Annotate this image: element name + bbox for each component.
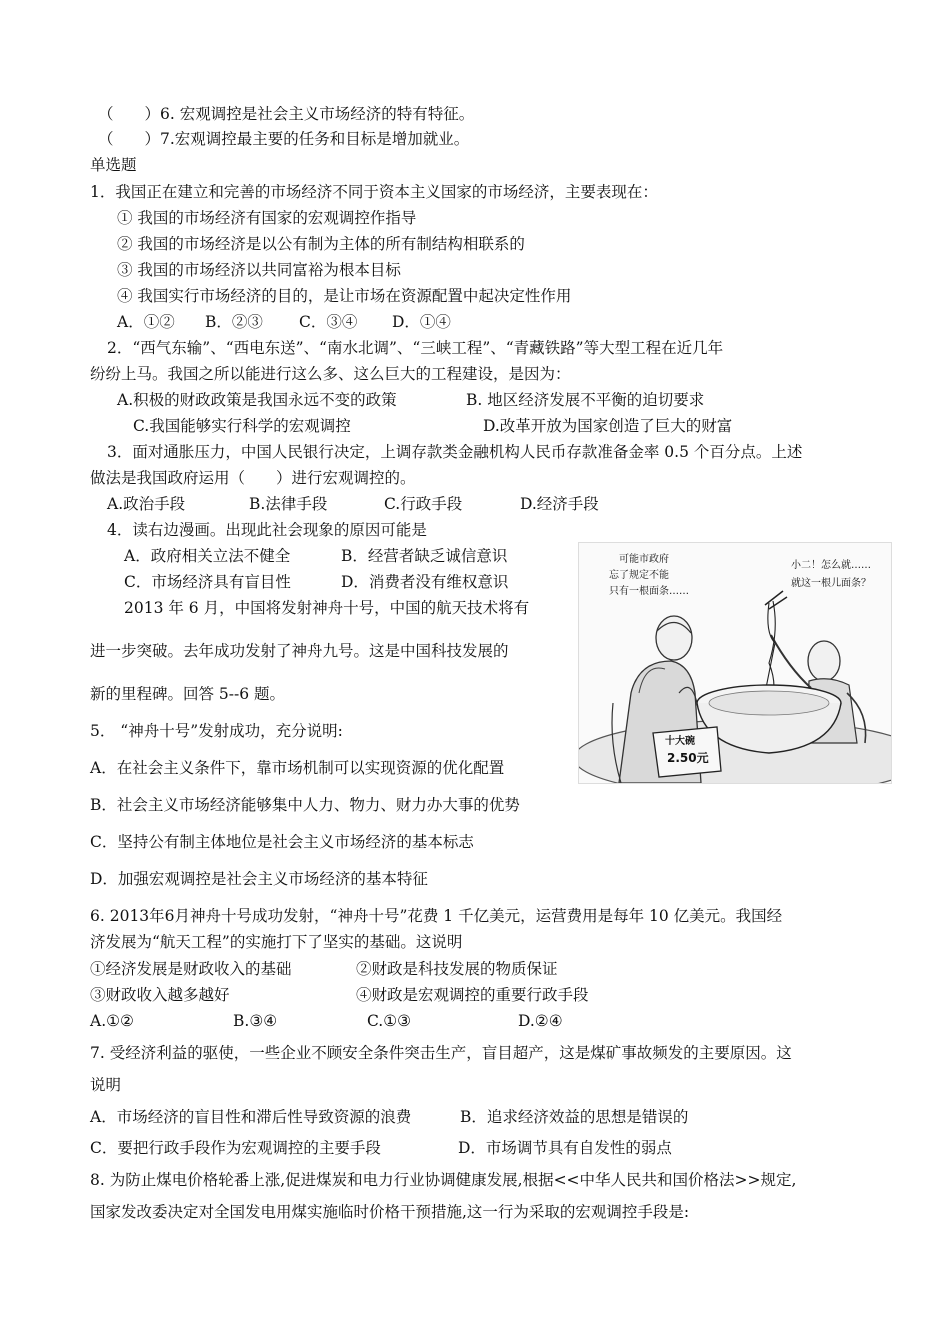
q6-stem: 济发展为“航天工程”的实施打下了坚实的基础。这说明 xyxy=(90,933,463,951)
q2-stem: 2．“西气东输”、“西电东送”、“南水北调”、“三峡工程”、“青藏铁路”等大型工程在近几年 xyxy=(107,339,724,357)
q6-option-c: C.①③ xyxy=(367,1012,412,1030)
q6-item: ③财政收入越多越好 xyxy=(90,986,230,1004)
q6-option-b: B.③④ xyxy=(233,1012,278,1030)
price-sign-line: 2.50元 xyxy=(667,751,709,765)
cartoon-illustration xyxy=(578,542,892,784)
q6-item: ②财政是科技发展的物质保证 xyxy=(356,960,558,978)
q1-item: ① 我国的市场经济有国家的宏观调控作指导 xyxy=(117,209,417,227)
bubble-left-line: 只有一根面条…… xyxy=(609,586,689,597)
q1-item: ④ 我国实行市场经济的目的，是让市场在资源配置中起决定性作用 xyxy=(117,287,572,305)
q6-item: ④财政是宏观调控的重要行政手段 xyxy=(356,986,589,1004)
q2-option-a: A.积极的财政政策是我国永远不变的政策 xyxy=(117,391,397,409)
judgment-text: 7.宏观调控最主要的任务和目标是增加就业。 xyxy=(160,130,470,148)
q6-option-d: D.②④ xyxy=(518,1012,563,1030)
q5-option-d: D．加强宏观调控是社会主义市场经济的基本特征 xyxy=(90,870,428,888)
q2-option-d: D.改革开放为国家创造了巨大的财富 xyxy=(483,417,733,435)
q3-option-c: C.行政手段 xyxy=(384,495,463,513)
q7-option-b: B．追求经济效益的思想是错误的 xyxy=(460,1108,689,1126)
passage-line: 进一步突破。去年成功发射了神舟九号。这是中国科技发展的 xyxy=(90,642,509,660)
q3-stem: 3．面对通胀压力，中国人民银行决定，上调存款类金融机构人民币存款准备金率 0.5 个百分点。上述 xyxy=(107,443,803,461)
q4-stem: 4．读右边漫画。出现此社会现象的原因可能是 xyxy=(107,521,427,539)
q2-stem: 纷纷上马。我国之所以能进行这么多、这么巨大的工程建设，是因为： xyxy=(90,365,571,383)
q4-option-d: D．消费者没有维权意识 xyxy=(341,573,509,591)
q1-option-b: B．②③ xyxy=(205,313,263,331)
q5-stem: 5． “神舟十号”发射成功，充分说明: xyxy=(90,722,343,740)
q7-stem: 说明 xyxy=(90,1076,122,1094)
q7-option-c: C．要把行政手段作为宏观调控的主要手段 xyxy=(90,1139,381,1157)
q6-option-a: A.①② xyxy=(90,1012,134,1030)
q1-option-a: A．①② xyxy=(117,313,175,331)
q2-option-c: C.我国能够实行科学的宏观调控 xyxy=(133,417,351,435)
judgment-7 xyxy=(98,129,469,149)
bubble-right-line: 就这一根儿面条？ xyxy=(791,578,871,589)
judgment-text: 6. 宏观调控是社会主义市场经济的特有特征。 xyxy=(160,105,475,123)
q1-stem: 1．我国正在建立和完善的市场经济不同于资本主义国家的市场经济，主要表现在： xyxy=(90,183,658,201)
q1-option-c: C．③④ xyxy=(299,313,358,331)
q5-option-a: A．在社会主义条件下，靠市场机制可以实现资源的优化配置 xyxy=(90,759,505,777)
q7-option-d: D．市场调节具有自发性的弱点 xyxy=(458,1139,672,1157)
q5-option-b: B．社会主义市场经济能够集中人力、物力、财力办大事的优势 xyxy=(90,796,520,814)
q2-option-b: B. 地区经济发展不平衡的迫切要求 xyxy=(466,391,705,409)
q4-option-c: C．市场经济具有盲目性 xyxy=(124,573,291,591)
q4-option-a: A．政府相关立法不健全 xyxy=(124,547,291,565)
judgment-paren: （ ） xyxy=(98,105,161,123)
q8-stem: 国家发改委决定对全国发电用煤实施临时价格干预措施,这一行为采取的宏观调控手段是: xyxy=(90,1203,690,1221)
q3-option-b: B.法律手段 xyxy=(249,495,328,513)
q6-stem: 6. 2013年6月神舟十号成功发射，“神舟十号”花费 1 千亿美元，运营费用是每年 10 亿美元。我国经 xyxy=(90,907,783,925)
q3-stem: 做法是我国政府运用（ ）进行宏观调控的。 xyxy=(90,469,416,487)
q4-option-b: B．经营者缺乏诚信意识 xyxy=(341,547,508,565)
bubble-left-line: 可能市政府 xyxy=(619,554,669,565)
judgment-6 xyxy=(98,104,474,124)
q7-stem: 7. 受经济利益的驱使，一些企业不顾安全条件突击生产，盲目超产，这是煤矿事故频发的主要原因。这 xyxy=(90,1044,792,1062)
q5-option-c: C．坚持公有制主体地位是社会主义市场经济的基本标志 xyxy=(90,833,474,851)
q3-option-a: A.政治手段 xyxy=(107,495,186,513)
q1-option-d: D．①④ xyxy=(392,313,451,331)
q1-item: ② 我国的市场经济是以公有制为主体的所有制结构相联系的 xyxy=(117,235,525,253)
q6-item: ①经济发展是财政收入的基础 xyxy=(90,960,292,978)
q3-option-d: D.经济手段 xyxy=(520,495,599,513)
price-sign-line: 十大碗 xyxy=(665,736,695,747)
q8-stem: 8. 为防止煤电价格轮番上涨,促进煤炭和电力行业协调健康发展,根据<<中华人民共和国价格法>>规定, xyxy=(90,1171,797,1189)
q7-option-a: A．市场经济的盲目性和滞后性导致资源的浪费 xyxy=(90,1108,412,1126)
passage-line: 2013 年 6 月，中国将发射神舟十号，中国的航天技术将有 xyxy=(124,599,530,617)
bubble-left-line: 忘了规定不能 xyxy=(609,570,669,581)
section-title: 单选题 xyxy=(90,156,137,174)
q1-item: ③ 我国的市场经济以共同富裕为根本目标 xyxy=(117,261,401,279)
bubble-right-line: 小二！怎么就…… xyxy=(791,560,871,571)
judgment-paren: （ ） xyxy=(98,130,161,148)
passage-line: 新的里程碑。回答 5--6 题。 xyxy=(90,685,286,703)
